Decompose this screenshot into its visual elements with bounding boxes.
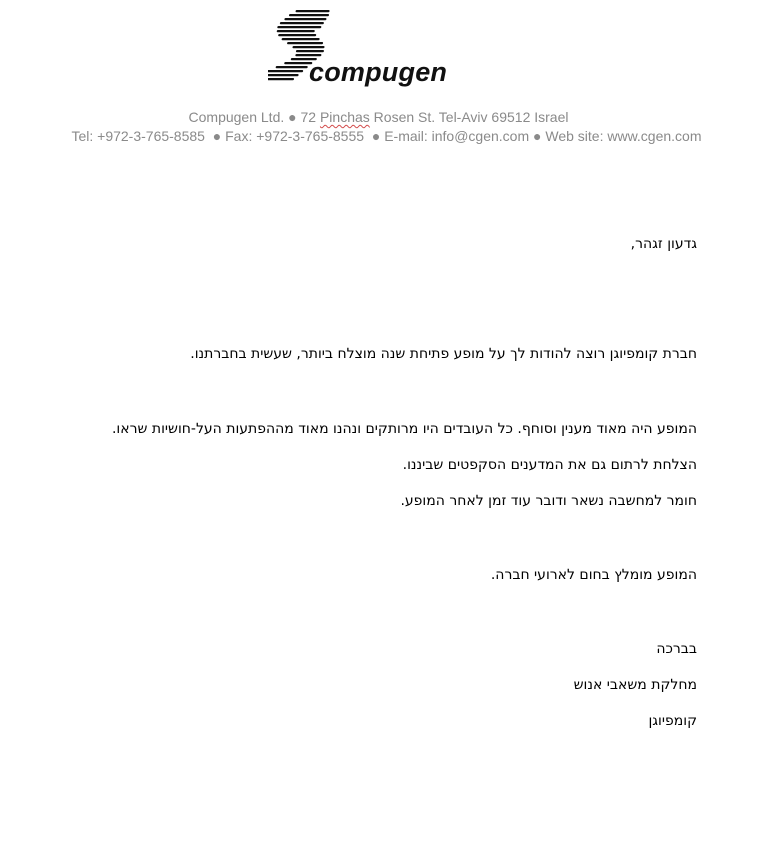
logo-stripe [281,38,319,40]
letter-closing: בברכה [656,641,697,657]
letter-signature-company: קומפיוגן [648,713,697,729]
logo-stripe [295,54,321,56]
address-street-word: Pinchas [319,109,370,125]
logo-stripe [287,42,323,44]
contact-fax: Fax: +972-3-765-8555 [225,128,365,144]
letter-salutation: גדעון זגהר, [630,236,697,252]
address-company: Compugen Ltd. [188,109,285,125]
company-logo [268,8,478,88]
logo-stripe [277,26,321,28]
contact-bullet: ● [212,128,222,144]
logo-stripe [277,30,315,32]
logo-stripe [280,22,324,24]
address-street-rest: Rosen St. Tel-Aviv 69512 Israel [373,109,569,125]
logo-stripe [296,50,324,52]
contact-email: E-mail: info@cgen.com [384,128,530,144]
address-street-number: 72 [300,109,317,125]
contact-line [8,128,757,144]
logo-wordmark: compugen [309,57,448,87]
logo-stripe [295,10,329,12]
letter-paragraph-show-line2: הצלחת לרתום גם את המדענים הסקפטים שביננו. [402,457,697,473]
letter-recommendation: המופע מומלץ בחום לארועי חברה. [490,567,697,583]
logo-stripe [268,70,303,72]
contact-bullet: ● [371,128,381,144]
contact-bullet: ● [533,128,542,144]
letter-paragraph-thanks: חברת קומפיוגן רוצה להודות לך על מופע פתיחת שנה מוצלח ביותר, שעשית בחברתנו. [190,346,697,362]
letter-department: מחלקת משאבי אנוש [573,677,697,693]
logo-stripe [276,66,308,68]
address-bullet: ● [288,109,297,125]
logo-stripe [284,18,326,20]
address-line [0,109,757,125]
logo-stripe [289,14,329,16]
logo-stripe [278,34,316,36]
contact-tel: Tel: +972-3-765-8585 [71,128,205,144]
logo-stripe [268,74,299,76]
letter-paragraph-show-line1: המופע היה מאוד מענין וסוחף. כל העובדים היו מרותקים ונהנו מאוד מההפתעות העל-חושיות שראו. [111,421,697,437]
logo-stripe [292,46,324,48]
contact-web: Web site: www.cgen.com [545,128,702,144]
letter-paragraph-show-line3: חומר למחשבה נשאר ודובר עוד זמן לאחר המופע. [400,493,697,509]
logo-stripe [268,78,294,80]
